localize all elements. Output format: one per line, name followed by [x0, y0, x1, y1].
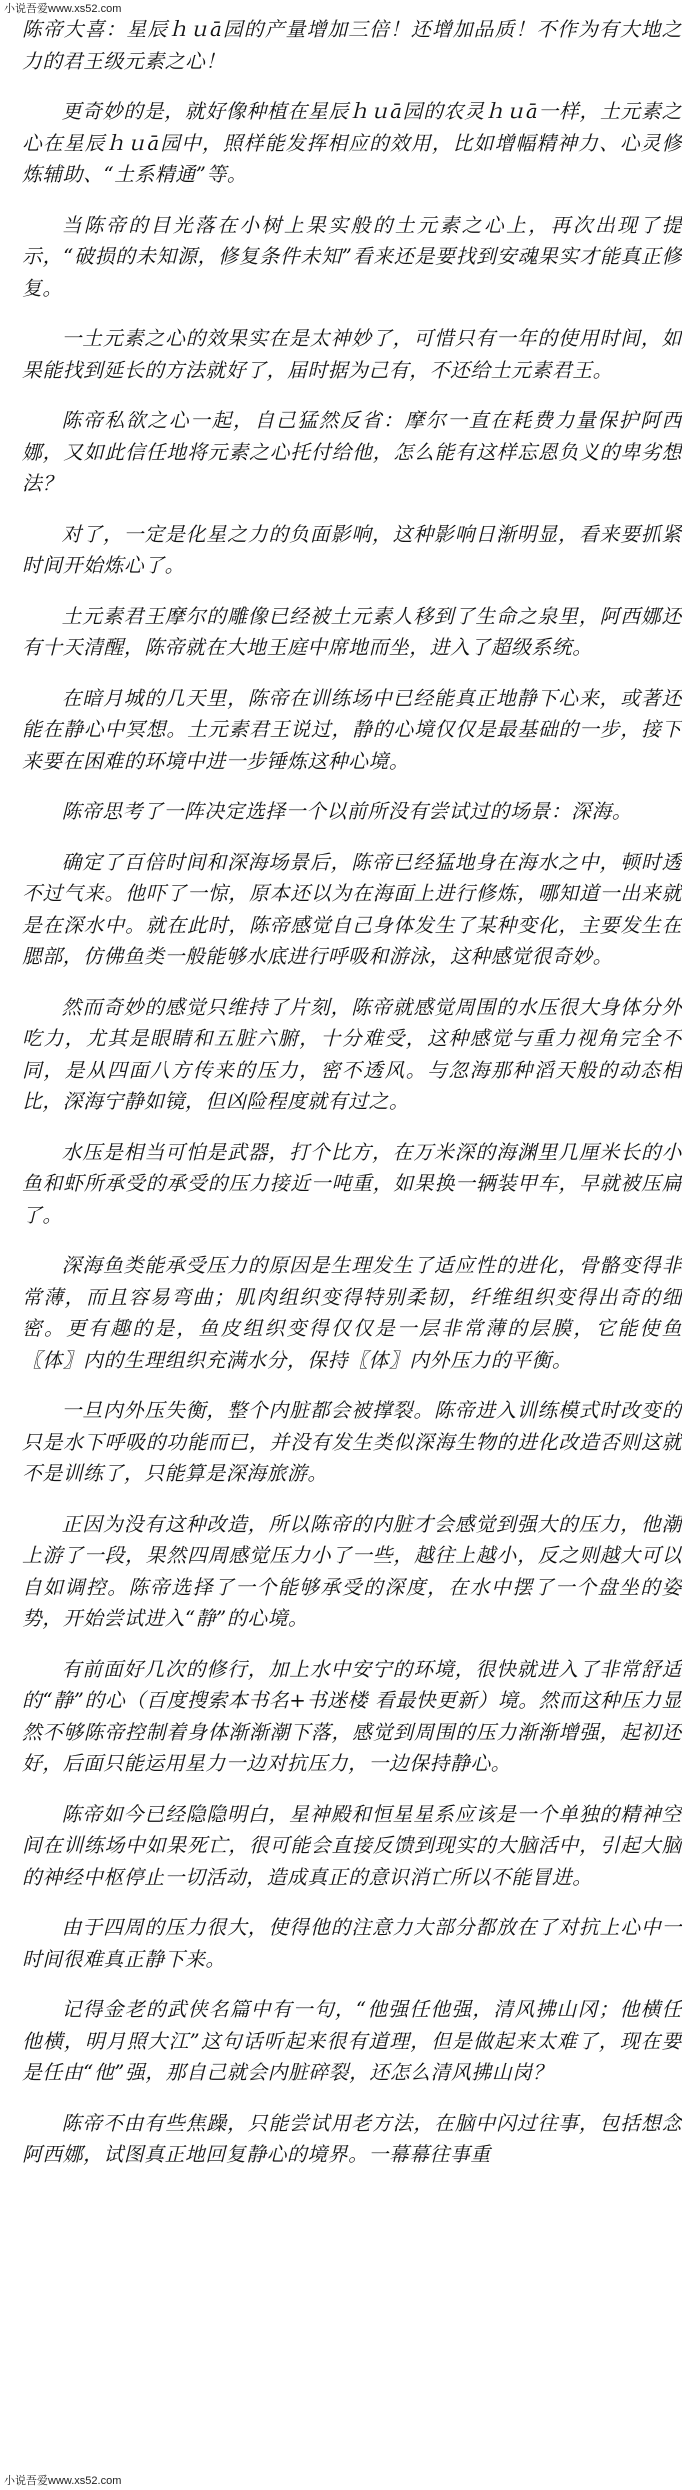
paragraph: 陈帝不由有些焦躁，只能尝试用老方法，在脑中闪过往事，包括想念阿西娜，试图真正地回复静心的境界。一幕幕往事重: [22, 2111, 682, 2166]
paragraph: 在暗月城的几天里，陈帝在训练场中已经能真正地静下心来，或著还能在静心中冥想。土元素君王说过，静的心境仅仅是最基础的一步，接下来要在困难的环境中进一步锤炼这种心境。: [22, 686, 682, 773]
paragraph: 有前面好几次的修行，加上水中安宁的环境，很快就进入了非常舒适的“静”的心（百度搜索本书名+书迷楼 看最快更新）境。然而这种压力显然不够陈帝控制着身体渐渐潮下落，感觉到周围的压力渐渐增强，起初还好，后面只能运用星力一边对抗压力，一边保持静心。: [22, 1657, 682, 1775]
paragraph: 记得金老的武侠名篇中有一句，“他强任他强，清风拂山冈；他横任他横，明月照大江”这句话听起来很有道理，但是做起来太难了，现在要是任由“他”强，那自己就会内脏碎裂，还怎么清风拂山岗？: [22, 1998, 682, 2084]
paragraph: 由于四周的压力很大，使得他的注意力大部分都放在了对抗上心中一时间很难真正静下来。: [22, 1916, 682, 1971]
paragraph: 陈帝思考了一阵决定选择一个以前所没有尝试过的场景：深海。: [61, 800, 633, 823]
paragraph: 陈帝私欲之心一起，自己猛然反省：摩尔一直在耗费力量保护阿西娜，又如此信任地将元素之心托付给他，怎么能有这样忘恩负义的卑劣想法？: [22, 409, 682, 495]
paragraph: 深海鱼类能承受压力的原因是生理发生了适应性的进化，骨骼变得非常薄，而且容易弯曲；肌肉组织变得特别柔韧，纤维组织变得出奇的细密。更有趣的是，鱼皮组织变得仅仅是一层非常薄的层膜，它能使鱼〖体〗内的生理组织充满水分，保持〖体〗内外压力的平衡。: [22, 1254, 682, 1372]
paragraph: 更奇妙的是，就好像种植在星辰ｈｕā园的农灵ｈｕā一样，土元素之心在星辰ｈｕā园中，照样能发挥相应的效用，比如增幅精神力、心灵修炼辅助、“土系精通”等。: [22, 100, 682, 186]
paragraph: 当陈帝的目光落在小树上果实般的土元素之心上，再次出现了提示，“破损的未知源，修复条件未知”看来还是要找到安魂果实才能真正修复。: [22, 213, 682, 300]
paragraph: 对了，一定是化星之力的负面影响，这种影响日渐明显，看来要抓紧时间开始炼心了。: [22, 522, 682, 577]
chapter-text: [22, 14, 682, 2470]
paragraph: 陈帝大喜：星辰ｈｕā园的产量增加三倍！还增加品质！不作为有大地之力的君王级元素之心！: [22, 18, 682, 73]
site-watermark-bottom: 小说吾爱www.xs52.com: [4, 2475, 122, 2487]
paragraph: 陈帝如今已经隐隐明白，星神殿和恒星星系应该是一个单独的精神空间在训练场中如果死亡，很可能会直接反馈到现实的大脑活中，引起大脑的神经中枢停止一切活动，造成真正的意识消亡所以不能冒进。: [22, 1802, 682, 1889]
paragraph: 土元素君王摩尔的雕像已经被土元素人移到了生命之泉里，阿西娜还有十天清醒，陈帝就在大地王庭中席地而坐，进入了超级系统。: [22, 604, 682, 659]
paragraph: 正因为没有这种改造，所以陈帝的内脏才会感觉到强大的压力，他潮上游了一段，果然四周感觉压力小了一些，越往上越小，反之则越大可以自如调控。陈帝选择了一个能够承受的深度，在水中摆了一个盘坐的姿势，开始尝试进入“静”的心境。: [22, 1512, 682, 1630]
paragraph: 确定了百倍时间和深海场景后，陈帝已经猛地身在海水之中，顿时透不过气来。他吓了一惊，原本还以为在海面上进行修炼，哪知道一出来就是在深水中。就在此时，陈帝感觉自己身体发生了某种变化，主要发生在腮部，仿佛鱼类一般能够水底进行呼吸和游泳，这种感觉很奇妙。: [22, 850, 682, 968]
paragraph: 然而奇妙的感觉只维持了片刻，陈帝就感觉周围的水压很大身体分外吃力，尤其是眼睛和五脏六腑，十分难受，这种感觉与重力视角完全不同，是从四面八方传来的压力，密不透风。与忽海那种滔天般的动态相比，深海宁静如镜，但凶险程度就有过之。: [22, 995, 682, 1113]
paragraph: 一土元素之心的效果实在是太神妙了，可惜只有一年的使用时间，如果能找到延长的方法就好了，届时据为己有，不还给土元素君王。: [22, 327, 682, 382]
paragraph: 一旦内外压失衡，整个内脏都会被撑裂。陈帝进入训练模式时改变的只是水下呼吸的功能而已，并没有发生类似深海生物的进化改造否则这就不是训练了，只能算是深海旅游。: [22, 1399, 682, 1485]
paragraph: 水压是相当可怕是武器，打个比方，在万米深的海渊里几厘米长的小鱼和虾所承受的承受的压力接近一吨重，如果换一辆装甲车，早就被压扁了。: [22, 1140, 682, 1227]
site-watermark-top: 小说吾爱www.xs52.com: [4, 3, 122, 15]
